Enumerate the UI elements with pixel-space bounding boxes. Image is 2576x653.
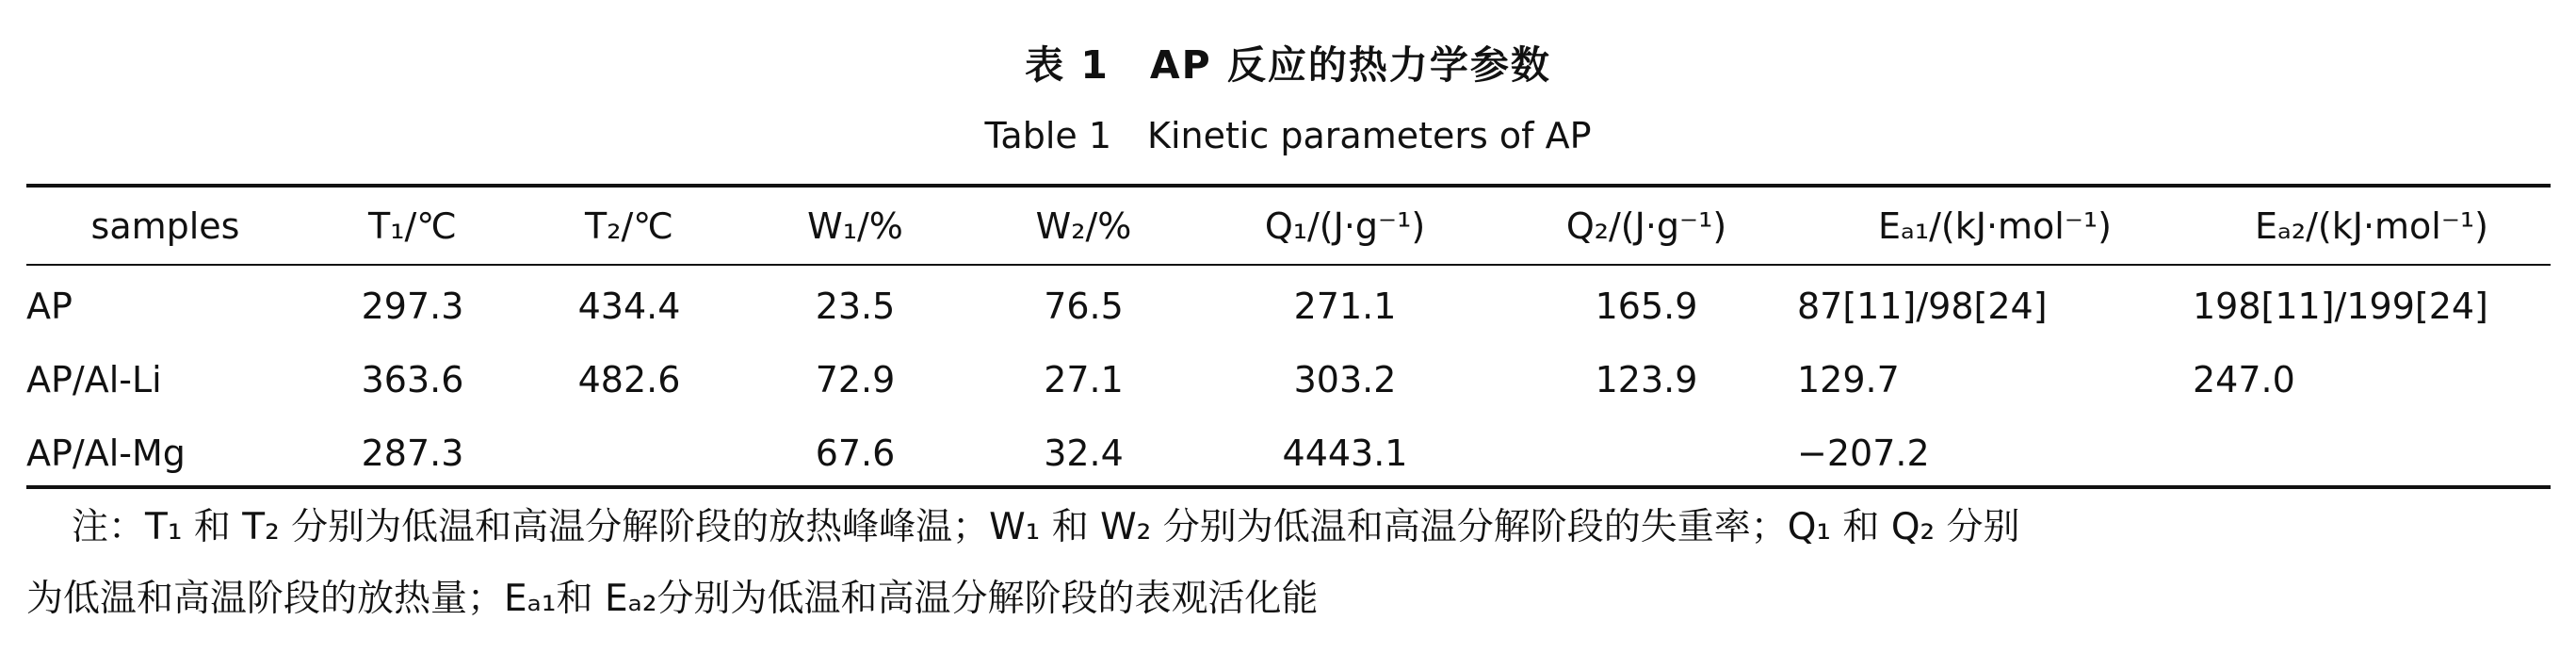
cell-t2: 434.4 [577,286,681,327]
cell-sample: AP/Al-Mg [26,433,186,474]
cell-t1: 363.6 [361,359,464,400]
cell-w2: 32.4 [1044,433,1124,474]
cell-w1: 72.9 [815,359,896,400]
column-header-ea1: Eₐ₁/(kJ·mol⁻¹) [1878,204,2112,247]
cell-t2 [521,416,737,490]
cell-q1: 4443.1 [1282,433,1408,474]
cell-w2: 27.1 [1044,359,1124,400]
table-title-english: Table 1 Kinetic parameters of AP [984,115,1592,156]
column-header-q2: Q₂/(J·g⁻¹) [1565,204,1727,247]
kinetic-parameters-table [26,188,2551,490]
cell-ea2 [2193,416,2551,490]
cell-ea2: 198[11]/199[24] [2193,286,2488,327]
cell-t2: 482.6 [577,359,681,400]
cell-ea2: 247.0 [2193,359,2295,400]
cell-t1: 287.3 [361,433,464,474]
table-row [26,264,2551,343]
cell-q2 [1496,416,1797,490]
table-row [26,416,2551,490]
column-header-w2: W₂/% [1035,204,1132,247]
table-note-line-2: 为低温和高温阶段的放热量；Eₐ₁和 Eₐ₂分别为低温和高温分解阶段的表观活化能 [26,578,1319,620]
column-header-q1: Q₁/(J·g⁻¹) [1264,204,1426,247]
cell-sample: AP/Al-Li [26,359,162,400]
cell-w1: 67.6 [815,433,896,474]
cell-ea1: −207.2 [1797,433,1930,474]
table-title-chinese: 表 1 AP 反应的热力学参数 [1025,42,1551,88]
column-header-w1: W₁/% [807,204,903,247]
table-header-row [26,188,2551,264]
column-header-samples: samples [90,204,240,247]
column-header-t1: T₁/℃ [368,204,457,247]
table-note-line-1: 注：T₁ 和 T₂ 分别为低温和高温分解阶段的放热峰峰温；W₁ 和 W₂ 分别为低温和高温分解阶段的失重率；Q₁ 和 Q₂ 分别 [72,506,2020,548]
table-row [26,343,2551,416]
cell-t1: 297.3 [361,286,464,327]
cell-q2: 123.9 [1595,359,1698,400]
cell-ea1: 129.7 [1797,359,1900,400]
column-header-ea2: Eₐ₂/(kJ·mol⁻¹) [2255,204,2488,247]
cell-q1: 271.1 [1293,286,1397,327]
cell-sample: AP [26,286,73,327]
cell-q2: 165.9 [1595,286,1698,327]
cell-ea1: 87[11]/98[24] [1797,286,2048,327]
cell-w1: 23.5 [815,286,896,327]
table-note [26,492,2551,635]
cell-w2: 76.5 [1044,286,1124,327]
cell-q1: 303.2 [1293,359,1397,400]
column-header-t2: T₂/℃ [585,204,673,247]
